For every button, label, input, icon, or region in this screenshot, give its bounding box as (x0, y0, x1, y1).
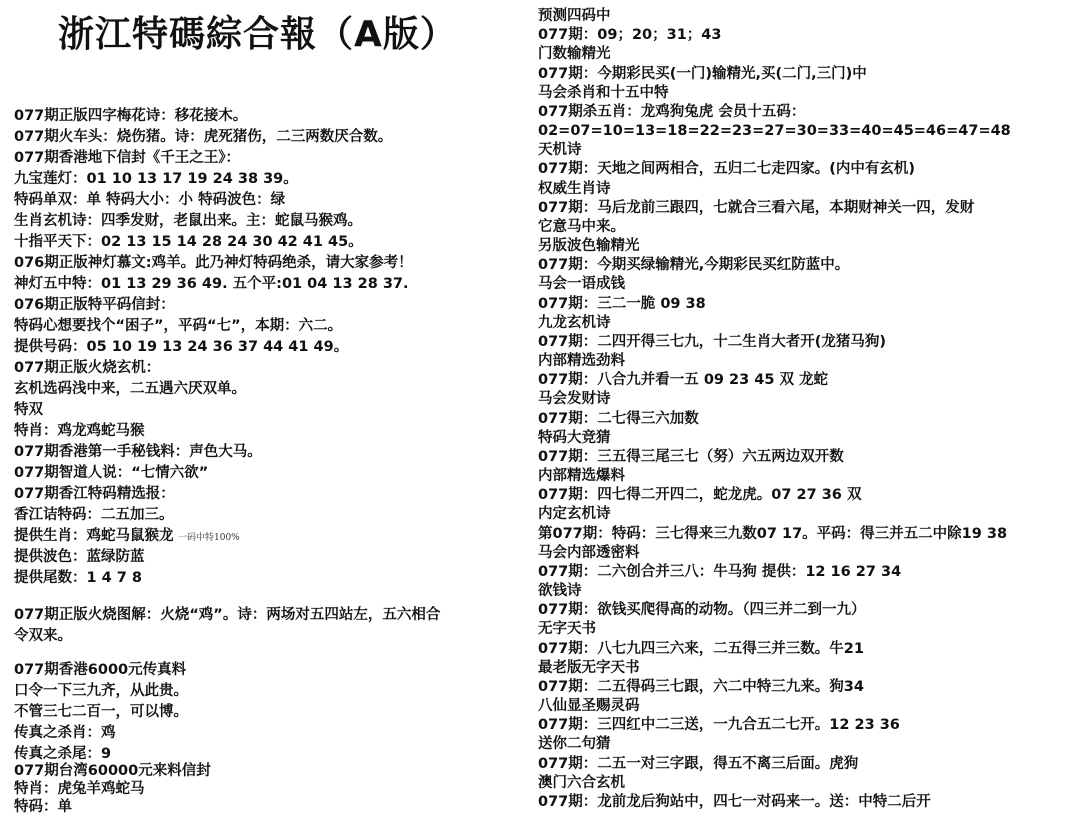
left-line: 077期火车头：烧伤猪。诗：虎死猪伤，二三两数厌合数。 (14, 129, 393, 145)
right-line: 077期：二五一对三字跟，得五不离三后面。虎狗 (538, 755, 859, 772)
right-line: 077期：龙前龙后狗站中，四七一对码来一。送：中特二后开 (538, 793, 931, 810)
right-line: 内部精选爆料 (538, 468, 625, 484)
left-line: 传真之杀尾：9 (14, 746, 112, 762)
right-line: 澳门六合玄机 (538, 774, 625, 791)
right-line: 077期：09；20；31；43 (538, 27, 722, 44)
left-line: 玄机选码浅中来，二五遇六厌双单。 (14, 381, 246, 397)
right-line: 特码大竞猜 (538, 429, 611, 446)
left-line: 特码：单 (14, 799, 72, 815)
right-line: 077期：今期买绿输精光,今期彩民买红防蓝中。 (538, 257, 850, 274)
left-line: 076期正版特平码信封： (14, 297, 175, 313)
left-line: 特码单双：单 特码大小：小 特码波色：绿 (14, 192, 286, 208)
right-line: 八仙显圣赐灵码 (538, 698, 640, 714)
right-line: 天机诗 (538, 142, 582, 159)
right-line: 077期杀五肖：龙鸡狗兔虎 会员十五码： (538, 103, 806, 120)
left-line: 神灯五中特：01 13 29 36 49. 五个平:01 04 13 28 37. (14, 276, 409, 292)
right-line: 077期：八七九四三六来，二五得三并三数。牛21 (538, 640, 864, 657)
left-line: 十指平天下：02 13 15 14 28 24 30 42 41 45。 (14, 234, 363, 250)
left-line: 提供生肖：鸡蛇马鼠猴龙 (14, 528, 174, 544)
left-line: 提供尾数：1 4 7 8 (14, 570, 143, 586)
right-line: 预测四码中 (538, 8, 611, 24)
left-line: 077期正版火烧玄机： (14, 360, 161, 376)
right-line: 077期：三四红中二三送，一九合五二七开。12 23 36 (538, 717, 900, 734)
left-line: 提供号码：05 10 19 13 24 36 37 44 41 49。 (14, 339, 349, 355)
left-line: 077期正版四字梅花诗：移花接木。 (14, 108, 248, 124)
right-line: 077期：二四开得三七九，十二生肖大者开(龙猪马狗) (538, 333, 887, 350)
right-line: 077期：八合九并看一五 09 23 45 双 龙蛇 (538, 372, 829, 389)
right-line: 最老版无字天书 (538, 659, 640, 676)
left-line: 九宝莲灯：01 10 13 17 19 24 38 39。 (14, 171, 298, 187)
left-line: 特码心想要找个“困子”，平码“七”，本期：六二。 (14, 318, 343, 334)
right-line: 077期：四七得二开四二，蛇龙虎。07 27 36 双 (538, 487, 862, 504)
right-line: 送你二句猜 (538, 736, 611, 753)
left-line: 077期智道人说：“七情六欲” (14, 465, 209, 481)
left-line: 077期香港地下信封《千王之王》： (14, 150, 241, 166)
right-line: 077期：二五得码三七跟，六二中特三九来。狗34 (538, 678, 864, 695)
right-line: 02=07=10=13=18=22=23=27=30=33=40=45=46=47=48 (538, 123, 1011, 139)
right-line: 077期：今期彩民买(一门)输精光,买(二门,三门)中 (538, 65, 867, 82)
right-line: 马会发财诗 (538, 391, 611, 408)
right-line: 它意马中来。 (538, 218, 625, 235)
right-line: 第077期：特码：三七得来三九数07 17。平码：得三并五二中除19 38 (538, 525, 1008, 542)
right-line: 另版波色输精光 (538, 238, 640, 254)
left-line: 提供波色：蓝绿防蓝 (14, 549, 145, 565)
left-line: 076期正版神灯慕文:鸡羊。此乃神灯特码绝杀，请大家参考！ (14, 255, 413, 271)
right-line: 权威生肖诗 (538, 180, 611, 197)
left-line: 077期正版火烧图解：火烧“鸡”。诗：两场对五四站左，五六相合 (14, 607, 441, 623)
right-line: 077期：三二一脆 09 38 (538, 295, 706, 312)
right-line: 内定玄机诗 (538, 506, 611, 523)
left-line: 口令一下三九齐，从此贵。 (14, 683, 188, 699)
left-line: 令双来。 (14, 628, 72, 644)
right-line: 马会内部透密料 (538, 544, 640, 561)
left-line: 特肖：鸡龙鸡蛇马猴 (14, 423, 145, 439)
left-line: 077期香港第一手秘钱料：声色大马。 (14, 444, 262, 460)
right-line: 马会杀肖和十五中特 (538, 84, 669, 101)
right-line: 077期：马后龙前三跟四，七就合三看六尾，本期财神关一四，发财 (538, 199, 975, 216)
left-line: 077期香港6000元传真料 (14, 662, 187, 678)
left-line: 077期香江特码精选报： (14, 486, 175, 502)
right-line: 门数输精光 (538, 46, 611, 63)
right-line: 内部精选劲料 (538, 353, 625, 369)
right-line: 077期：天地之间两相合，五归二七走四家。(内中有玄机) (538, 161, 916, 178)
right-line: 无字天书 (538, 621, 596, 638)
right-line: 077期：二六创合并三八：牛马狗 提供：12 16 27 34 (538, 563, 902, 580)
left-line: 077期台湾60000元来料信封 (14, 763, 211, 779)
left-line: 不管三七二百一，可以博。 (14, 704, 188, 720)
page-title: 浙江特碼綜合報（A版） (58, 14, 457, 55)
left-line: 香江诘特码：二五加三。 (14, 507, 174, 523)
right-line: 077期：三五得三尾三七（努）六五两边双开数 (538, 448, 844, 465)
right-line: 九龙玄机诗 (538, 314, 611, 331)
right-line: 马会一语成钱 (538, 276, 625, 293)
left-line: 特肖：虎兔羊鸡蛇马 (14, 781, 145, 797)
right-line: 欲钱诗 (538, 583, 582, 599)
right-line: 077期：二七得三六加数 (538, 410, 699, 427)
left-line: 传真之杀肖：鸡 (14, 725, 116, 741)
left-note: 一码中特100% (178, 533, 240, 543)
left-line: 生肖玄机诗：四季发财，老鼠出来。主：蛇鼠马猴鸡。 (14, 213, 362, 229)
left-line: 特双 (14, 402, 43, 418)
right-line: 077期：欲钱买爬得高的动物。（四三并二到一九） (538, 602, 866, 619)
